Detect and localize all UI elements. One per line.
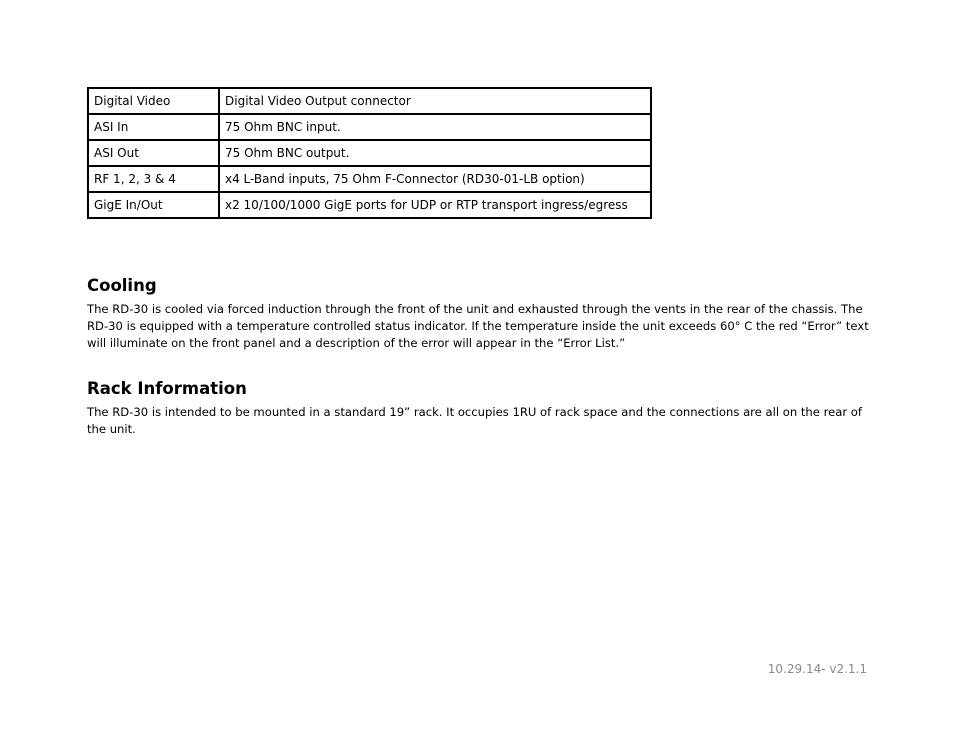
connector-description-cell: 75 Ohm BNC input.	[219, 114, 651, 140]
connector-name-cell: ASI Out	[88, 140, 219, 166]
version-footer: 10.29.14- v2.1.1	[767, 662, 867, 676]
rack-information-heading: Rack Information	[87, 379, 247, 398]
table-row	[88, 166, 651, 192]
rack-information-paragraph: The RD-30 is intended to be mounted in a standard 19” rack. It occupies 1RU of rack space and the connections are all on the rear of the unit.	[87, 405, 862, 436]
cooling-heading: Cooling	[87, 276, 157, 295]
table-row	[88, 192, 651, 218]
table-row	[88, 88, 651, 114]
connector-name-cell: Digital Video	[88, 88, 219, 114]
connector-spec-table	[87, 87, 652, 219]
connector-description-cell: x2 10/100/1000 GigE ports for UDP or RTP transport ingress/egress	[219, 192, 651, 218]
connector-name-cell: RF 1, 2, 3 & 4	[88, 166, 219, 192]
table-row	[88, 140, 651, 166]
connector-name-cell: ASI In	[88, 114, 219, 140]
connector-description-cell: Digital Video Output connector	[219, 88, 651, 114]
connector-description-cell: 75 Ohm BNC output.	[219, 140, 651, 166]
connector-name-cell: GigE In/Out	[88, 192, 219, 218]
table-row	[88, 114, 651, 140]
connector-description-cell: x4 L-Band inputs, 75 Ohm F-Connector (RD30-01-LB option)	[219, 166, 651, 192]
cooling-paragraph: The RD-30 is cooled via forced induction through the front of the unit and exhausted through the vents in the rear of the chassis. The RD-30 is equipped with a temperature controlled status indicator. If the temperature inside the unit exceeds 60° C the red “Error” text will illuminate on the front panel and a description of the error will appear in the “Error List.”	[87, 302, 869, 350]
rack-information-section	[87, 379, 877, 438]
cooling-section	[87, 276, 877, 352]
